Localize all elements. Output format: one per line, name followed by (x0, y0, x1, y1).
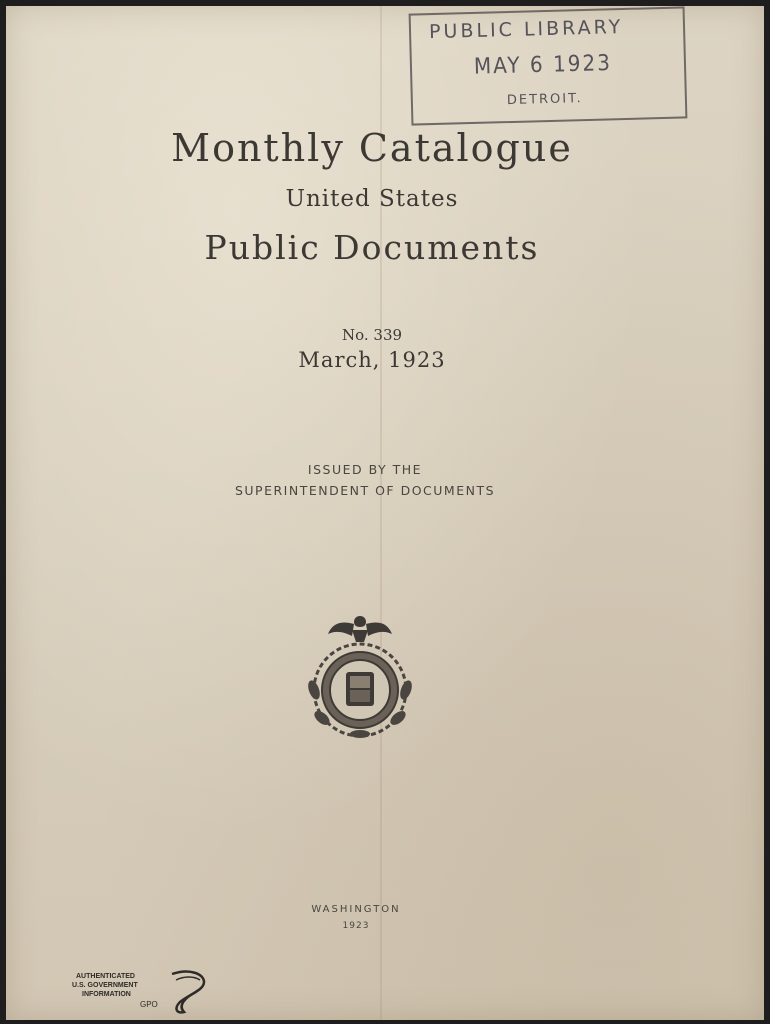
title-public-documents: Public Documents (204, 228, 540, 267)
stamp-city: DETROIT. (506, 91, 583, 109)
title-monthly-catalogue: Monthly Catalogue (171, 126, 573, 170)
gpo-logo-line1: AUTHENTICATED (76, 973, 135, 980)
imprint-place: WASHINGTON (311, 904, 401, 915)
title-united-states: United States (285, 186, 459, 212)
issue-date: March, 1923 (298, 348, 446, 372)
imprint-year: 1923 (342, 921, 370, 931)
issued-by-line: ISSUED BY THE (307, 462, 423, 477)
gpo-authenticated-logo (72, 966, 222, 1016)
gpo-logo-line2: U.S. GOVERNMENT (72, 982, 138, 989)
gpo-logo-mark: GPO (140, 1000, 158, 1009)
library-stamp (409, 6, 688, 125)
stamp-date: MAY 6 1923 (473, 49, 613, 80)
stamp-library-name: PUBLIC LIBRARY (428, 16, 624, 44)
issuer-name: SUPERINTENDENT OF DOCUMENTS (234, 483, 496, 498)
document-page (6, 6, 764, 1020)
government-seal-icon (298, 610, 422, 742)
issue-number: No. 339 (341, 326, 403, 344)
gpo-logo-line3: INFORMATION (82, 991, 131, 998)
